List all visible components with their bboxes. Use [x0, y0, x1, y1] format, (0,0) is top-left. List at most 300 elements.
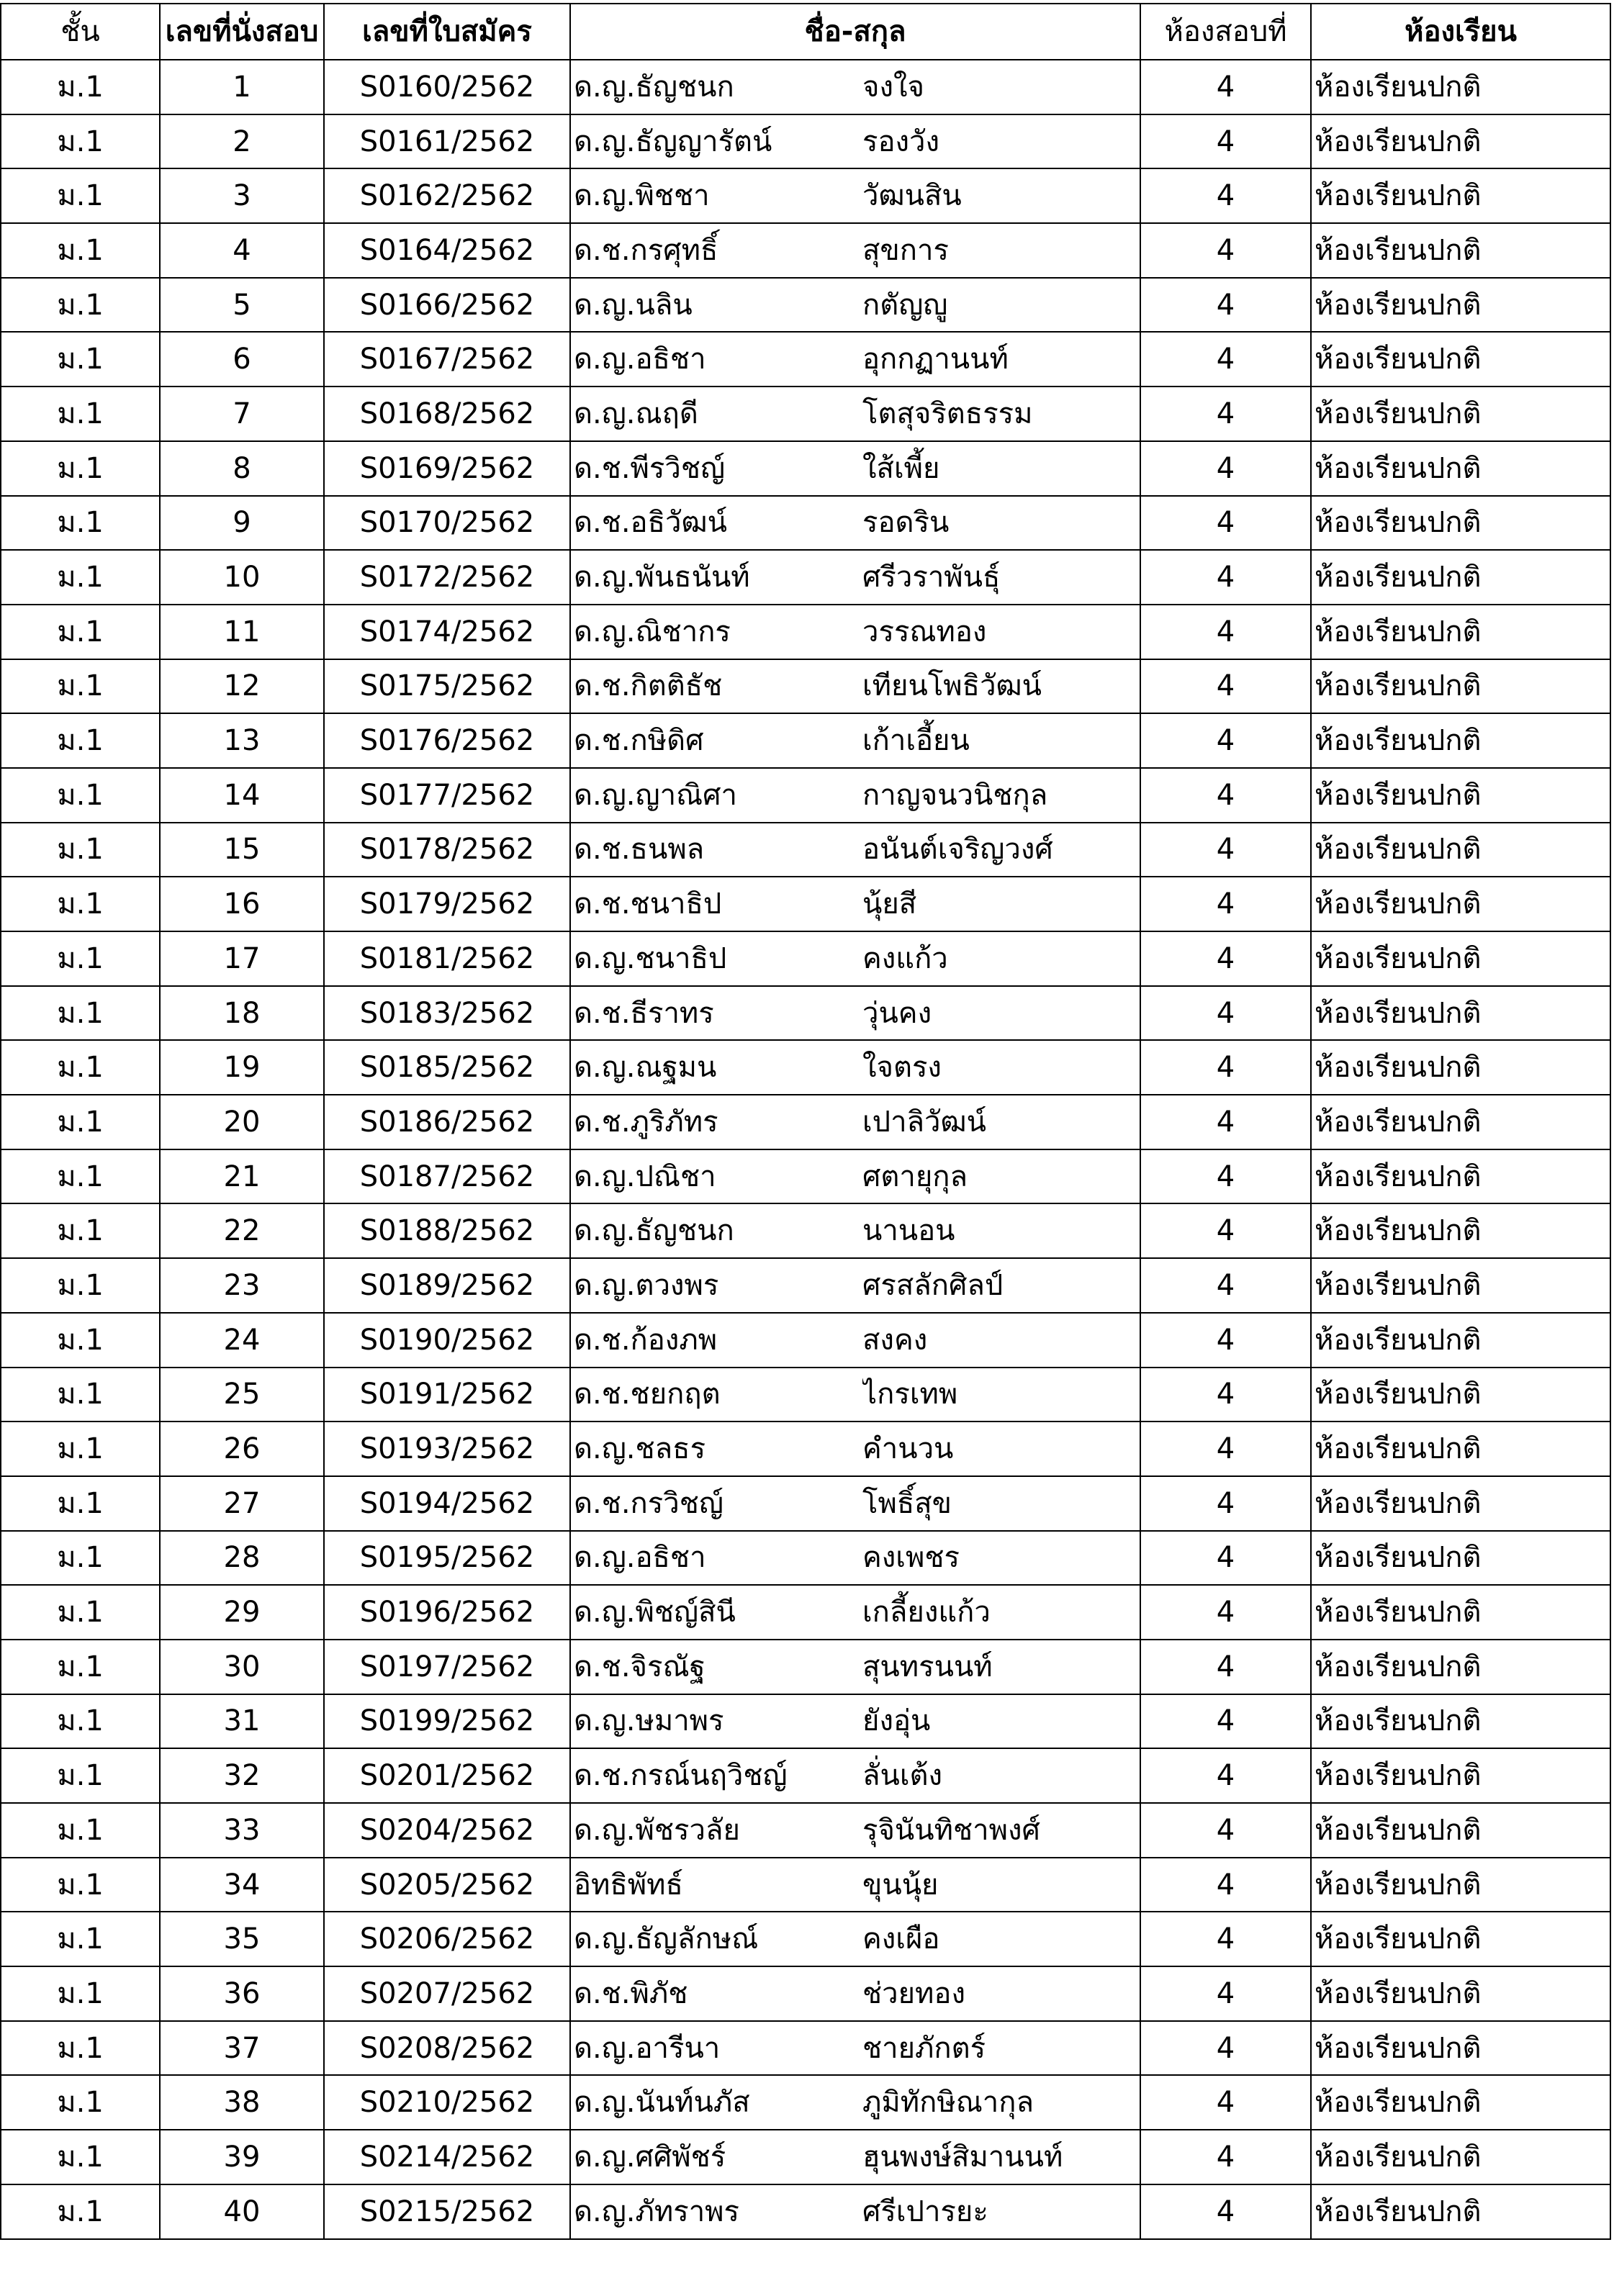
cell-first-name: ด.ญ.ชลธร: [570, 1422, 862, 1476]
cell-grade: ม.1: [1, 1040, 160, 1095]
cell-classroom: ห้องเรียนปกติ: [1311, 1694, 1610, 1749]
cell-exam-room: 4: [1140, 823, 1311, 877]
cell-seat-number: 9: [160, 496, 324, 551]
cell-grade: ม.1: [1, 877, 160, 931]
cell-seat-number: 10: [160, 550, 324, 605]
cell-classroom: ห้องเรียนปกติ: [1311, 278, 1610, 333]
table-row: [1, 1858, 1610, 1912]
cell-application-number: S0160/2562: [324, 60, 570, 114]
cell-first-name: ด.ญ.ธัญลักษณ์: [570, 1912, 862, 1966]
cell-grade: ม.1: [1, 823, 160, 877]
cell-last-name: โตสุจริตธรรม: [862, 387, 1140, 441]
cell-classroom: ห้องเรียนปกติ: [1311, 1368, 1610, 1422]
cell-grade: ม.1: [1, 332, 160, 387]
header-full-name: ชื่อ-สกุล: [570, 4, 1140, 60]
cell-classroom: ห้องเรียนปกติ: [1311, 2130, 1610, 2184]
cell-exam-room: 4: [1140, 768, 1311, 823]
cell-classroom: ห้องเรียนปกติ: [1311, 1640, 1610, 1694]
cell-first-name: ด.ญ.อารีนา: [570, 2021, 862, 2076]
header-classroom: ห้องเรียน: [1311, 4, 1610, 60]
cell-last-name: เทียนโพธิวัฒน์: [862, 659, 1140, 714]
cell-grade: ม.1: [1, 550, 160, 605]
table-row: [1, 1095, 1610, 1149]
cell-first-name: ด.ช.กรศุทธิ์: [570, 223, 862, 278]
table-row: [1, 2184, 1610, 2239]
cell-first-name: ด.ญ.ษมาพร: [570, 1694, 862, 1749]
cell-seat-number: 29: [160, 1585, 324, 1640]
table-row: [1, 1368, 1610, 1422]
table-row: [1, 1912, 1610, 1966]
cell-application-number: S0162/2562: [324, 168, 570, 223]
cell-first-name: ด.ช.พิภัช: [570, 1966, 862, 2021]
cell-grade: ม.1: [1, 1531, 160, 1586]
cell-seat-number: 12: [160, 659, 324, 714]
cell-application-number: S0175/2562: [324, 659, 570, 714]
cell-first-name: ด.ญ.ธัญชนก: [570, 60, 862, 114]
cell-exam-room: 4: [1140, 2021, 1311, 2076]
cell-first-name: ด.ญ.ธัญญารัตน์: [570, 114, 862, 169]
cell-application-number: S0187/2562: [324, 1149, 570, 1204]
cell-last-name: คงแก้ว: [862, 931, 1140, 986]
table-row: [1, 496, 1610, 551]
cell-seat-number: 31: [160, 1694, 324, 1749]
cell-application-number: S0188/2562: [324, 1203, 570, 1258]
cell-grade: ม.1: [1, 931, 160, 986]
cell-classroom: ห้องเรียนปกติ: [1311, 60, 1610, 114]
cell-last-name: นุ้ยสี: [862, 877, 1140, 931]
cell-seat-number: 33: [160, 1803, 324, 1858]
table-row: [1, 60, 1610, 114]
cell-last-name: นานอน: [862, 1203, 1140, 1258]
cell-grade: ม.1: [1, 1095, 160, 1149]
cell-last-name: ขุนนุ้ย: [862, 1858, 1140, 1912]
table-row: [1, 1313, 1610, 1368]
cell-grade: ม.1: [1, 986, 160, 1041]
cell-first-name: ด.ญ.พิชญ์สินี: [570, 1585, 862, 1640]
cell-classroom: ห้องเรียนปกติ: [1311, 713, 1610, 768]
cell-application-number: S0196/2562: [324, 1585, 570, 1640]
cell-first-name: ด.ญ.ณิชากร: [570, 605, 862, 659]
table-row: [1, 2075, 1610, 2130]
cell-last-name: ภูมิทักษิณากุล: [862, 2075, 1140, 2130]
cell-grade: ม.1: [1, 768, 160, 823]
cell-application-number: S0205/2562: [324, 1858, 570, 1912]
cell-seat-number: 23: [160, 1258, 324, 1313]
cell-application-number: S0177/2562: [324, 768, 570, 823]
cell-first-name: ด.ญ.พิชชา: [570, 168, 862, 223]
cell-last-name: รองวัง: [862, 114, 1140, 169]
cell-exam-room: 4: [1140, 605, 1311, 659]
cell-classroom: ห้องเรียนปกติ: [1311, 332, 1610, 387]
cell-exam-room: 4: [1140, 332, 1311, 387]
cell-last-name: ช่วยทอง: [862, 1966, 1140, 2021]
cell-grade: ม.1: [1, 1966, 160, 2021]
cell-first-name: ด.ช.ธนพล: [570, 823, 862, 877]
cell-seat-number: 37: [160, 2021, 324, 2076]
table-row: [1, 768, 1610, 823]
table-row: [1, 1040, 1610, 1095]
cell-classroom: ห้องเรียนปกติ: [1311, 768, 1610, 823]
cell-last-name: เก้าเอี้ยน: [862, 713, 1140, 768]
cell-seat-number: 34: [160, 1858, 324, 1912]
cell-grade: ม.1: [1, 1313, 160, 1368]
cell-application-number: S0207/2562: [324, 1966, 570, 2021]
cell-exam-room: 4: [1140, 1912, 1311, 1966]
cell-seat-number: 38: [160, 2075, 324, 2130]
cell-grade: ม.1: [1, 2184, 160, 2239]
table-row: [1, 1531, 1610, 1586]
cell-exam-room: 4: [1140, 168, 1311, 223]
cell-last-name: คงเผือ: [862, 1912, 1140, 1966]
table-row: [1, 223, 1610, 278]
cell-application-number: S0208/2562: [324, 2021, 570, 2076]
cell-grade: ม.1: [1, 1203, 160, 1258]
table-row: [1, 986, 1610, 1041]
cell-classroom: ห้องเรียนปกติ: [1311, 605, 1610, 659]
header-seat-number: เลขที่นั่งสอบ: [160, 4, 324, 60]
cell-classroom: ห้องเรียนปกติ: [1311, 1476, 1610, 1531]
cell-first-name: ด.ช.พีรวิชญ์: [570, 441, 862, 496]
cell-last-name: คำนวน: [862, 1422, 1140, 1476]
header-row: [1, 4, 1610, 60]
cell-grade: ม.1: [1, 223, 160, 278]
cell-seat-number: 36: [160, 1966, 324, 2021]
cell-last-name: ลั่นเต้ง: [862, 1748, 1140, 1803]
cell-last-name: ใจตรง: [862, 1040, 1140, 1095]
table-row: [1, 1640, 1610, 1694]
cell-exam-room: 4: [1140, 931, 1311, 986]
cell-exam-room: 4: [1140, 1258, 1311, 1313]
cell-application-number: S0199/2562: [324, 1694, 570, 1749]
cell-seat-number: 27: [160, 1476, 324, 1531]
table-row: [1, 441, 1610, 496]
cell-classroom: ห้องเรียนปกติ: [1311, 550, 1610, 605]
cell-seat-number: 32: [160, 1748, 324, 1803]
cell-last-name: โพธิ์สุข: [862, 1476, 1140, 1531]
cell-grade: ม.1: [1, 1476, 160, 1531]
cell-grade: ม.1: [1, 1422, 160, 1476]
cell-classroom: ห้องเรียนปกติ: [1311, 1748, 1610, 1803]
cell-first-name: ด.ช.ก้องภพ: [570, 1313, 862, 1368]
cell-seat-number: 21: [160, 1149, 324, 1204]
cell-exam-room: 4: [1140, 2075, 1311, 2130]
cell-grade: ม.1: [1, 1694, 160, 1749]
cell-exam-room: 4: [1140, 441, 1311, 496]
cell-application-number: S0189/2562: [324, 1258, 570, 1313]
cell-seat-number: 2: [160, 114, 324, 169]
cell-first-name: ด.ช.อธิวัฒน์: [570, 496, 862, 551]
cell-exam-room: 4: [1140, 387, 1311, 441]
cell-seat-number: 7: [160, 387, 324, 441]
cell-last-name: ศตายุกุล: [862, 1149, 1140, 1204]
cell-last-name: อุกกฏานนท์: [862, 332, 1140, 387]
cell-exam-room: 4: [1140, 114, 1311, 169]
cell-classroom: ห้องเรียนปกติ: [1311, 1258, 1610, 1313]
cell-first-name: ด.ช.ชนาธิป: [570, 877, 862, 931]
cell-exam-room: 4: [1140, 1694, 1311, 1749]
cell-grade: ม.1: [1, 1912, 160, 1966]
cell-exam-room: 4: [1140, 986, 1311, 1041]
table-row: [1, 1258, 1610, 1313]
cell-seat-number: 13: [160, 713, 324, 768]
cell-classroom: ห้องเรียนปกติ: [1311, 1803, 1610, 1858]
cell-last-name: ไกรเทพ: [862, 1368, 1140, 1422]
cell-seat-number: 14: [160, 768, 324, 823]
cell-exam-room: 4: [1140, 713, 1311, 768]
cell-last-name: ศรีวราพันธุ์: [862, 550, 1140, 605]
cell-exam-room: 4: [1140, 1748, 1311, 1803]
cell-seat-number: 15: [160, 823, 324, 877]
cell-classroom: ห้องเรียนปกติ: [1311, 387, 1610, 441]
cell-application-number: S0201/2562: [324, 1748, 570, 1803]
cell-exam-room: 4: [1140, 1531, 1311, 1586]
cell-seat-number: 26: [160, 1422, 324, 1476]
cell-application-number: S0185/2562: [324, 1040, 570, 1095]
cell-first-name: ด.ญ.ศศิพัชร์: [570, 2130, 862, 2184]
cell-classroom: ห้องเรียนปกติ: [1311, 931, 1610, 986]
cell-application-number: S0210/2562: [324, 2075, 570, 2130]
table-row: [1, 550, 1610, 605]
cell-grade: ม.1: [1, 1368, 160, 1422]
cell-first-name: ด.ญ.พันธนันท์: [570, 550, 862, 605]
cell-exam-room: 4: [1140, 2130, 1311, 2184]
cell-seat-number: 19: [160, 1040, 324, 1095]
table-row: [1, 2021, 1610, 2076]
cell-last-name: ชายภักตร์: [862, 2021, 1140, 2076]
cell-classroom: ห้องเรียนปกติ: [1311, 1912, 1610, 1966]
table-row: [1, 877, 1610, 931]
cell-exam-room: 4: [1140, 1203, 1311, 1258]
cell-last-name: สุขการ: [862, 223, 1140, 278]
cell-grade: ม.1: [1, 1803, 160, 1858]
header-grade: ชั้น: [1, 4, 160, 60]
cell-application-number: S0186/2562: [324, 1095, 570, 1149]
cell-first-name: ด.ช.ธีราทร: [570, 986, 862, 1041]
table-row: [1, 659, 1610, 714]
cell-exam-room: 4: [1140, 278, 1311, 333]
cell-last-name: กตัญญู: [862, 278, 1140, 333]
cell-last-name: สงคง: [862, 1313, 1140, 1368]
cell-first-name: ด.ญ.ณฤดี: [570, 387, 862, 441]
cell-application-number: S0215/2562: [324, 2184, 570, 2239]
cell-seat-number: 20: [160, 1095, 324, 1149]
cell-classroom: ห้องเรียนปกติ: [1311, 986, 1610, 1041]
table-row: [1, 1966, 1610, 2021]
cell-classroom: ห้องเรียนปกติ: [1311, 496, 1610, 551]
table-row: [1, 168, 1610, 223]
cell-last-name: รอดริน: [862, 496, 1140, 551]
cell-exam-room: 4: [1140, 1966, 1311, 2021]
table-row: [1, 1422, 1610, 1476]
cell-first-name: ด.ญ.อธิชา: [570, 1531, 862, 1586]
cell-last-name: อนันต์เจริญวงศ์: [862, 823, 1140, 877]
cell-application-number: S0167/2562: [324, 332, 570, 387]
cell-first-name: ด.ช.จิรณัฐ: [570, 1640, 862, 1694]
table-row: [1, 1585, 1610, 1640]
table-row: [1, 332, 1610, 387]
cell-application-number: S0161/2562: [324, 114, 570, 169]
cell-classroom: ห้องเรียนปกติ: [1311, 441, 1610, 496]
cell-application-number: S0197/2562: [324, 1640, 570, 1694]
cell-seat-number: 24: [160, 1313, 324, 1368]
cell-application-number: S0168/2562: [324, 387, 570, 441]
cell-last-name: วัฒนสิน: [862, 168, 1140, 223]
cell-exam-room: 4: [1140, 1422, 1311, 1476]
table-row: [1, 713, 1610, 768]
cell-first-name: ด.ญ.ธัญชนก: [570, 1203, 862, 1258]
cell-exam-room: 4: [1140, 1313, 1311, 1368]
cell-classroom: ห้องเรียนปกติ: [1311, 223, 1610, 278]
cell-exam-room: 4: [1140, 1368, 1311, 1422]
cell-first-name: ด.ช.ภูริภัทร: [570, 1095, 862, 1149]
cell-classroom: ห้องเรียนปกติ: [1311, 114, 1610, 169]
header-application-number: เลขที่ใบสมัคร: [324, 4, 570, 60]
cell-first-name: ด.ญ.ชนาธิป: [570, 931, 862, 986]
cell-application-number: S0191/2562: [324, 1368, 570, 1422]
cell-exam-room: 4: [1140, 1803, 1311, 1858]
cell-last-name: ใส้เพี้ย: [862, 441, 1140, 496]
cell-grade: ม.1: [1, 1748, 160, 1803]
cell-classroom: ห้องเรียนปกติ: [1311, 659, 1610, 714]
cell-application-number: S0193/2562: [324, 1422, 570, 1476]
cell-exam-room: 4: [1140, 223, 1311, 278]
cell-first-name: ด.ญ.พัชรวลัย: [570, 1803, 862, 1858]
cell-last-name: รุจินันทิชาพงศ์: [862, 1803, 1140, 1858]
cell-classroom: ห้องเรียนปกติ: [1311, 823, 1610, 877]
table-body: [1, 60, 1610, 2239]
exam-seating-table: [0, 3, 1611, 2240]
cell-grade: ม.1: [1, 1640, 160, 1694]
cell-first-name: ด.ช.กษิดิศ: [570, 713, 862, 768]
cell-first-name: ด.ญ.ณฐมน: [570, 1040, 862, 1095]
cell-seat-number: 30: [160, 1640, 324, 1694]
cell-seat-number: 17: [160, 931, 324, 986]
cell-seat-number: 40: [160, 2184, 324, 2239]
table-row: [1, 387, 1610, 441]
cell-grade: ม.1: [1, 713, 160, 768]
cell-classroom: ห้องเรียนปกติ: [1311, 2075, 1610, 2130]
cell-seat-number: 39: [160, 2130, 324, 2184]
table-row: [1, 2130, 1610, 2184]
cell-grade: ม.1: [1, 2130, 160, 2184]
cell-application-number: S0190/2562: [324, 1313, 570, 1368]
cell-classroom: ห้องเรียนปกติ: [1311, 1531, 1610, 1586]
cell-grade: ม.1: [1, 1258, 160, 1313]
cell-classroom: ห้องเรียนปกติ: [1311, 2021, 1610, 2076]
cell-classroom: ห้องเรียนปกติ: [1311, 1149, 1610, 1204]
cell-exam-room: 4: [1140, 659, 1311, 714]
cell-grade: ม.1: [1, 1585, 160, 1640]
cell-grade: ม.1: [1, 659, 160, 714]
cell-grade: ม.1: [1, 1858, 160, 1912]
cell-grade: ม.1: [1, 496, 160, 551]
cell-first-name: ด.ช.กรวิชญ์: [570, 1476, 862, 1531]
table-row: [1, 605, 1610, 659]
cell-last-name: จงใจ: [862, 60, 1140, 114]
cell-application-number: S0179/2562: [324, 877, 570, 931]
cell-grade: ม.1: [1, 168, 160, 223]
cell-classroom: ห้องเรียนปกติ: [1311, 1422, 1610, 1476]
cell-last-name: สุนทรนนท์: [862, 1640, 1140, 1694]
cell-first-name: ด.ญ.อธิชา: [570, 332, 862, 387]
table-row: [1, 823, 1610, 877]
cell-grade: ม.1: [1, 2075, 160, 2130]
cell-classroom: ห้องเรียนปกติ: [1311, 1313, 1610, 1368]
cell-last-name: เกลี้ยงแก้ว: [862, 1585, 1140, 1640]
cell-seat-number: 6: [160, 332, 324, 387]
cell-exam-room: 4: [1140, 496, 1311, 551]
cell-seat-number: 3: [160, 168, 324, 223]
cell-seat-number: 35: [160, 1912, 324, 1966]
cell-first-name: ด.ญ.ตวงพร: [570, 1258, 862, 1313]
cell-application-number: S0206/2562: [324, 1912, 570, 1966]
cell-seat-number: 25: [160, 1368, 324, 1422]
cell-seat-number: 16: [160, 877, 324, 931]
table-row: [1, 278, 1610, 333]
cell-last-name: ยังอุ่น: [862, 1694, 1140, 1749]
cell-first-name: ด.ญ.ปณิชา: [570, 1149, 862, 1204]
cell-grade: ม.1: [1, 387, 160, 441]
cell-grade: ม.1: [1, 60, 160, 114]
cell-application-number: S0169/2562: [324, 441, 570, 496]
cell-seat-number: 11: [160, 605, 324, 659]
cell-exam-room: 4: [1140, 1476, 1311, 1531]
cell-grade: ม.1: [1, 1149, 160, 1204]
cell-seat-number: 8: [160, 441, 324, 496]
cell-exam-room: 4: [1140, 1149, 1311, 1204]
cell-application-number: S0181/2562: [324, 931, 570, 986]
cell-grade: ม.1: [1, 2021, 160, 2076]
cell-exam-room: 4: [1140, 1095, 1311, 1149]
cell-exam-room: 4: [1140, 60, 1311, 114]
cell-last-name: กาญจนวนิชกุล: [862, 768, 1140, 823]
cell-classroom: ห้องเรียนปกติ: [1311, 1040, 1610, 1095]
table-row: [1, 1149, 1610, 1204]
cell-classroom: ห้องเรียนปกติ: [1311, 1966, 1610, 2021]
cell-first-name: ด.ช.กรณ์นฤวิชญ์: [570, 1748, 862, 1803]
cell-exam-room: 4: [1140, 1040, 1311, 1095]
cell-last-name: ฮุนพงษ์สิมานนท์: [862, 2130, 1140, 2184]
cell-last-name: วรรณทอง: [862, 605, 1140, 659]
cell-application-number: S0164/2562: [324, 223, 570, 278]
cell-first-name: ด.ญ.ภัทราพร: [570, 2184, 862, 2239]
cell-seat-number: 22: [160, 1203, 324, 1258]
cell-first-name: อิทธิพัทธ์: [570, 1858, 862, 1912]
cell-exam-room: 4: [1140, 1858, 1311, 1912]
table-row: [1, 114, 1610, 169]
cell-first-name: ด.ญ.นลิน: [570, 278, 862, 333]
cell-exam-room: 4: [1140, 2184, 1311, 2239]
table-row: [1, 1748, 1610, 1803]
cell-application-number: S0183/2562: [324, 986, 570, 1041]
cell-last-name: เปาลิวัฒน์: [862, 1095, 1140, 1149]
cell-classroom: ห้องเรียนปกติ: [1311, 168, 1610, 223]
cell-classroom: ห้องเรียนปกติ: [1311, 1858, 1610, 1912]
cell-seat-number: 1: [160, 60, 324, 114]
cell-application-number: S0178/2562: [324, 823, 570, 877]
cell-first-name: ด.ญ.นันท์นภัส: [570, 2075, 862, 2130]
cell-last-name: ศรีเปารยะ: [862, 2184, 1140, 2239]
cell-application-number: S0174/2562: [324, 605, 570, 659]
cell-first-name: ด.ช.กิตติธัช: [570, 659, 862, 714]
table-row: [1, 1694, 1610, 1749]
cell-seat-number: 18: [160, 986, 324, 1041]
cell-grade: ม.1: [1, 278, 160, 333]
cell-grade: ม.1: [1, 441, 160, 496]
cell-classroom: ห้องเรียนปกติ: [1311, 1203, 1610, 1258]
cell-application-number: S0204/2562: [324, 1803, 570, 1858]
cell-exam-room: 4: [1140, 550, 1311, 605]
